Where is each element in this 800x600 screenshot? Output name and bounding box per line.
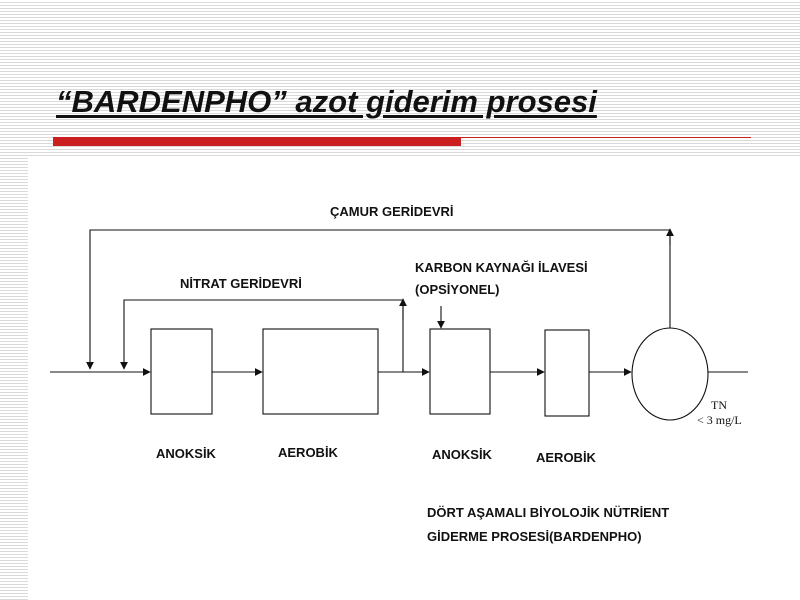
stage-label-aerobic-1: AEROBİK [278,445,338,460]
stage-label-anoxic-2: ANOKSİK [432,447,492,462]
effluent-label-line2: < 3 mg/L [697,413,742,427]
stage-label-aerobic-2: AEROBİK [536,450,596,465]
anoxic-tank-2 [430,329,490,414]
slide-title: “BARDENPHO” azot giderim prosesi [56,84,597,119]
sludge-recycle-label: ÇAMUR GERİDEVRİ [330,204,454,219]
clarifier [632,328,708,420]
anoxic-tank-1 [151,329,212,414]
effluent-label-line1: TN [711,398,727,412]
carbon-source-label-line2: (OPSİYONEL) [415,282,500,297]
caption-line1: DÖRT AŞAMALI BİYOLOJİK NÜTRİENT [427,505,670,520]
caption-line2: GİDERME PROSESİ(BARDENPHO) [427,529,642,544]
carbon-source-label-line1: KARBON KAYNAĞI İLAVESİ [415,260,588,275]
nitrate-recycle-label: NİTRAT GERİDEVRİ [180,276,302,291]
aerobic-tank-1 [263,329,378,414]
aerobic-tank-2 [545,330,589,416]
stage-label-anoxic-1: ANOKSİK [156,446,216,461]
